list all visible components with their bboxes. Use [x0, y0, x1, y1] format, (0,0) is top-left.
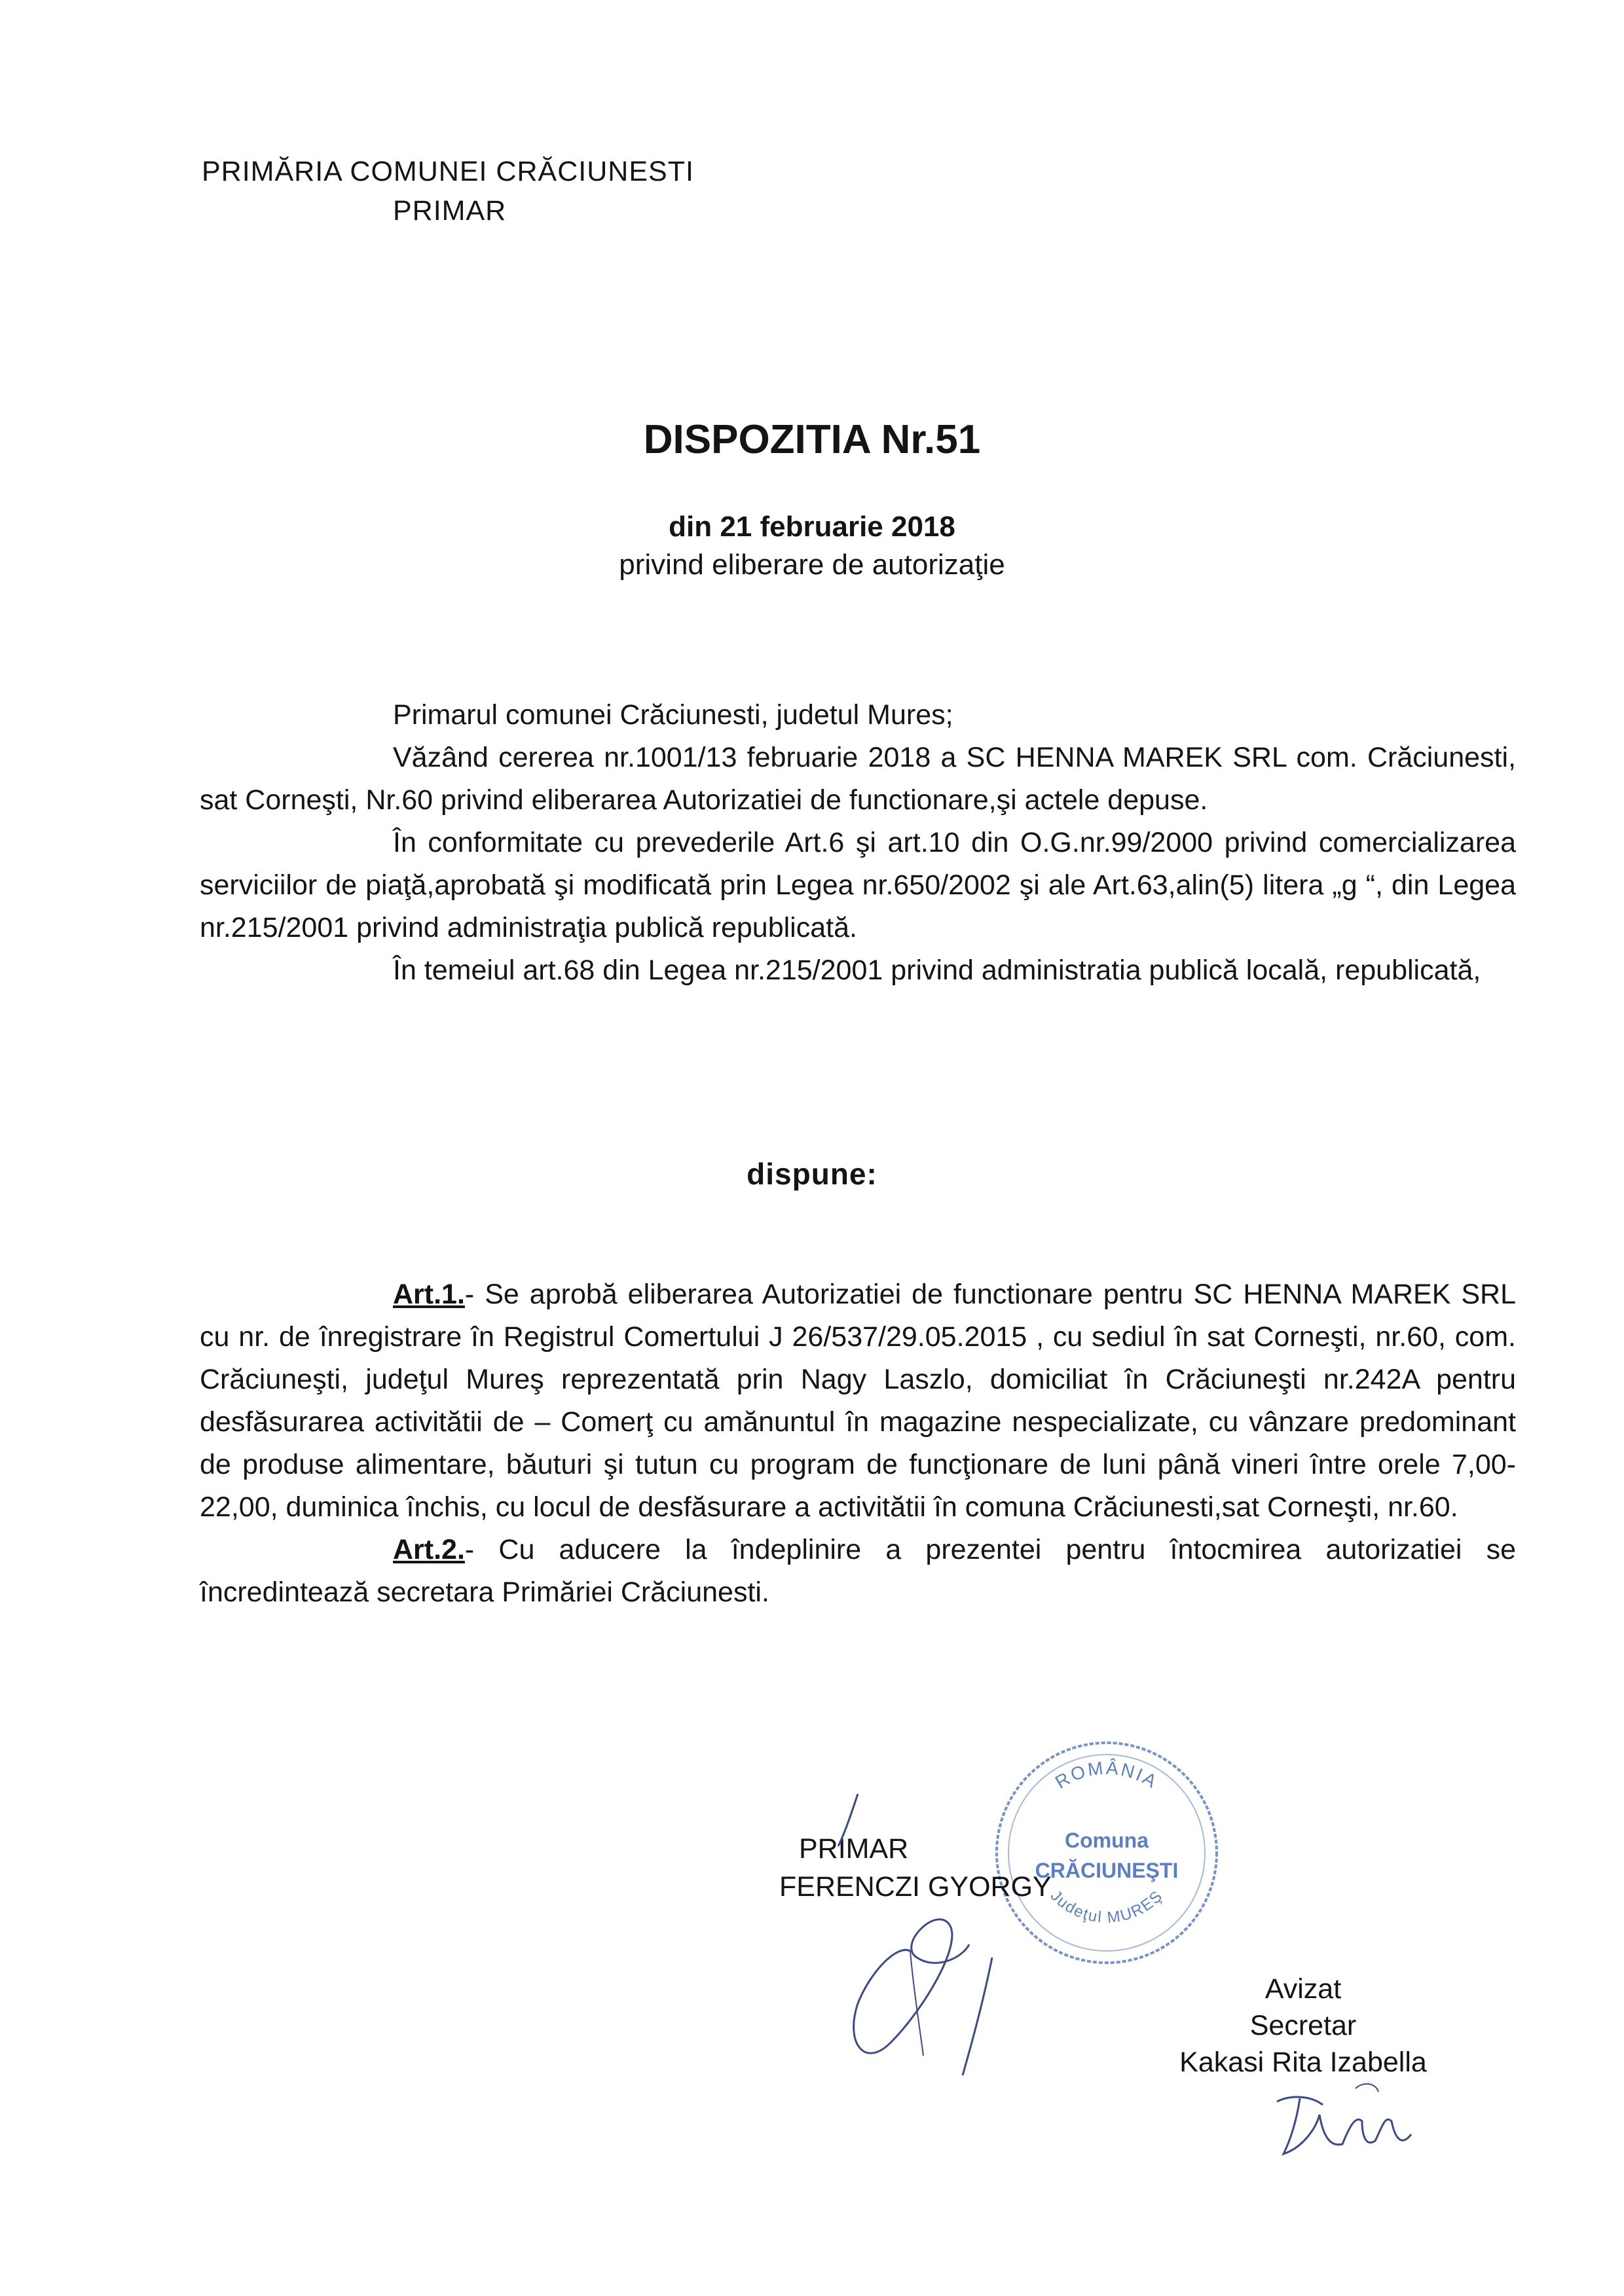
- mayor-signature: [812, 1794, 1061, 2095]
- secretary-name: Kakasi Rita Izabella: [1179, 2047, 1427, 2078]
- stamp-middle-text: Comuna: [1065, 1829, 1149, 1852]
- svg-text:Judeţul MUREŞ: [1047, 1887, 1167, 1927]
- secretary-signature: [1264, 2075, 1434, 2167]
- institution-header: PRIMĂRIA COMUNEI CRĂCIUNESTI: [202, 156, 694, 187]
- preamble-paragraph: Văzând cererea nr.1001/13 februarie 2018 a SC HENNA MAREK SRL com. Crăciunesti, sat Corneşti, Nr.60 privind eliberarea Autorizatiei de functionare,şi actele depuse.: [200, 742, 1516, 816]
- mayor-title: PRIMAR: [799, 1833, 909, 1865]
- preamble-paragraph: Primarul comunei Crăciunesti, judetul Mures;: [393, 699, 953, 731]
- document-subject: privind eliberare de autorizaţie: [619, 549, 1005, 581]
- office-header: PRIMAR: [393, 195, 507, 227]
- article-label: Art.1.: [393, 1279, 465, 1310]
- stamp-bottom-text: Judeţul MUREŞ: [1046, 1887, 1167, 1927]
- avizat-label: Avizat: [1264, 1973, 1342, 2005]
- document-title: DISPOZITIA Nr.51: [643, 417, 981, 462]
- secretary-signature-block: [1146, 1971, 1460, 2081]
- mayor-name: FERENCZI GYORGY: [779, 1871, 1052, 1903]
- article-text: - Se aprobă eliberarea Autorizatiei de functionare pentru SC HENNA MAREK SRL cu nr. de înregistrare în Registrul Comertului J 26/537/29.05.2015 , cu sediul în sat Corneşti, nr.60, com. Crăciuneşti, judeţul Mureş reprezentată prin Nagy Laszlo, domiciliat în Crăciuneşti nr.242A pentru desfăsurarea activitătii de – Comerţ cu amănuntul în magazine nespecializate, cu vânzare predominant de produse alimentare, băuturi şi tutun cu program de funcţionare de luni până vineri între orele 7,00-22,00, duminica închis, cu locul de desfăsurare a activitătii în comuna Crăciunesti,sat Corneşti, nr.60.: [200, 1279, 1516, 1523]
- secretary-title: Secretar: [1249, 2010, 1357, 2041]
- preamble-paragraph: În temeiul art.68 din Legea nr.215/2001 privind administratia publică locală, republicată,: [393, 955, 1481, 986]
- preamble-paragraph: În conformitate cu prevederile Art.6 şi art.10 din O.G.nr.99/2000 privind comercializarea serviciilor de piaţă,aprobată şi modificată prin Legea nr.650/2002 şi ale Art.63,alin(5) litera „g “, din Legea nr.215/2001 privind administraţia publică republicată.: [200, 827, 1516, 943]
- articles: [200, 1273, 1516, 1614]
- article-1: [200, 1273, 1516, 1529]
- document-date: din 21 februarie 2018: [669, 511, 955, 543]
- article-text: - Cu aducere la îndeplinire a prezentei pentru întocmirea autorizatiei se încredintează secretara Primăriei Crăciunesti.: [200, 1534, 1516, 1608]
- article-label: Art.2.: [393, 1534, 465, 1565]
- stamp-middle-text: CRĂCIUNEŞTI: [1035, 1859, 1179, 1882]
- dispune-heading: dispune:: [747, 1157, 877, 1191]
- stamp-top-text: ROMÂNIA: [1052, 1757, 1162, 1793]
- preamble: [200, 694, 1516, 992]
- article-2: [200, 1529, 1516, 1614]
